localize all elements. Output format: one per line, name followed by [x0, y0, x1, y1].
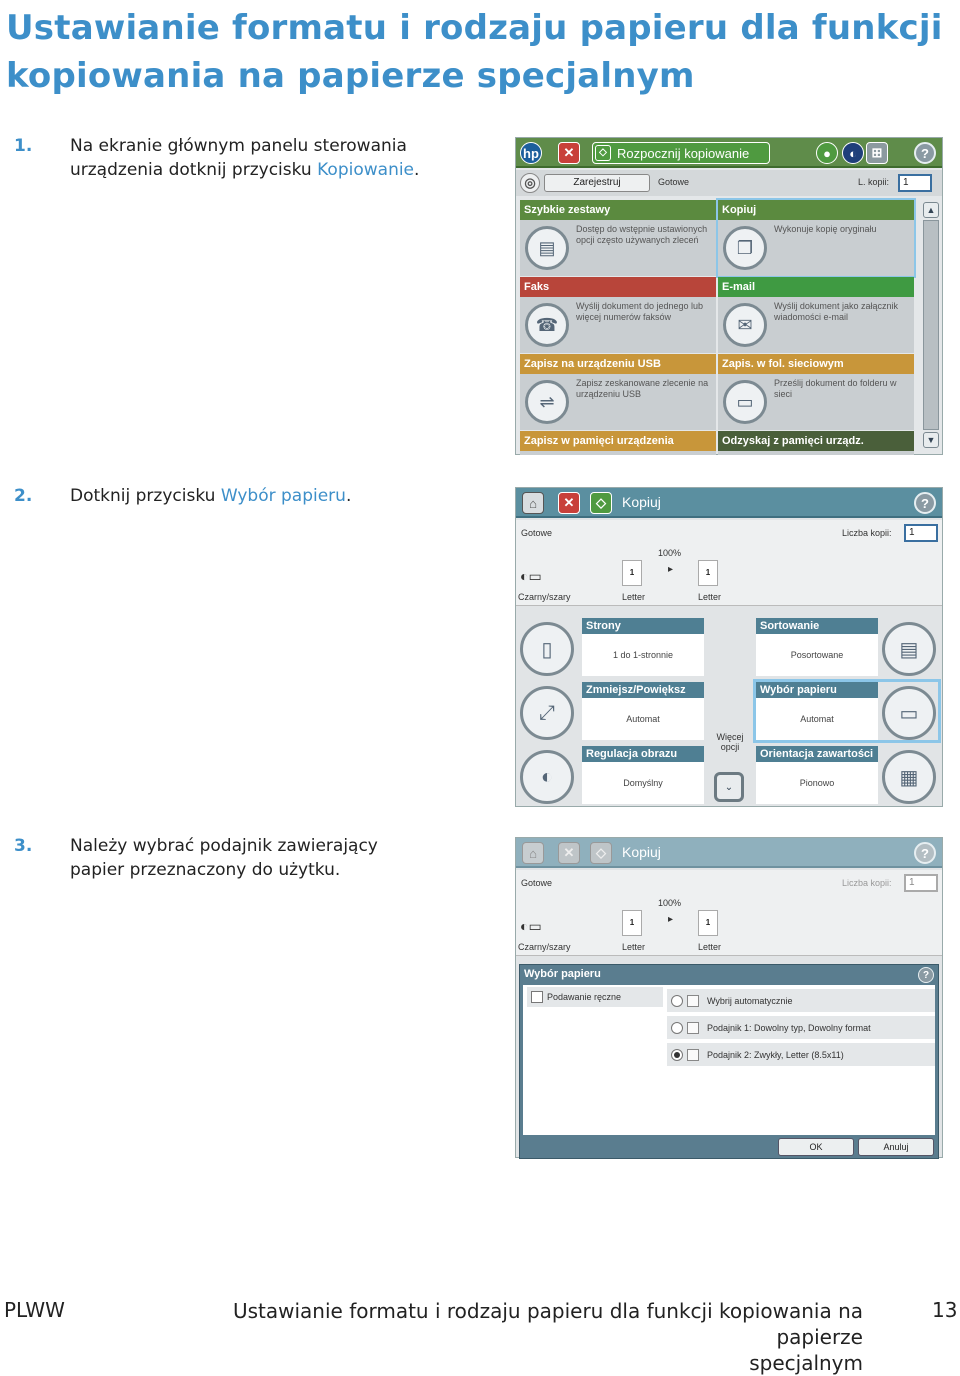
option-head: Wybór papieru	[756, 682, 878, 698]
network-icon[interactable]: ●	[816, 142, 838, 164]
copies-label: Liczba kopii:	[842, 878, 892, 888]
scroll-down-icon[interactable]: ▼	[923, 432, 939, 448]
status-text: Gotowe	[521, 528, 553, 538]
paper-out-text: Letter	[698, 592, 722, 602]
image-adjust-icon: ◐	[520, 750, 574, 804]
start-icon: ◇	[595, 145, 611, 161]
paper-icon	[687, 1049, 699, 1061]
paper-select-dialog	[519, 964, 939, 1159]
quick-sets-icon: ▤	[525, 226, 569, 270]
tile-copy[interactable]	[718, 200, 914, 276]
tile-email[interactable]	[718, 277, 914, 353]
start-icon[interactable]: ◇	[590, 492, 612, 514]
arrow-icon: ▸	[668, 564, 674, 575]
step-text: Należy wybrać podajnik zawierający papier przeznaczony do użytku.	[70, 836, 378, 880]
copy-status	[516, 870, 942, 956]
tile-desc: Dostęp do wstępnie ustawionych opcji często używanych zleceń	[576, 224, 708, 245]
tile-head: Zapisz w pamięci urządzenia	[520, 431, 716, 451]
stop-icon: ✕	[558, 842, 580, 864]
row-label: Podajnik 1: Dowolny typ, Dowolny format	[707, 1023, 871, 1033]
tile-desc: Prześlij dokument do folderu w sieci	[774, 378, 897, 399]
copies-field: 1	[904, 874, 938, 892]
paper-in-text: Letter	[622, 592, 646, 602]
help-icon[interactable]: ?	[914, 142, 936, 164]
status-text: Gotowe	[658, 177, 690, 187]
tile-quick-sets[interactable]	[520, 200, 716, 276]
tile-desc: Wyślij dokument jako załącznik wiadomości e-mail	[774, 301, 898, 322]
color-mode-text: Czarny/szary	[518, 942, 571, 952]
sign-in-icon[interactable]: ◎	[520, 173, 540, 193]
more-options-chevron-down-icon[interactable]: ⌄	[714, 772, 744, 802]
step-number: 1.	[14, 136, 33, 156]
manual-feed-checkbox[interactable]	[527, 987, 663, 1007]
fax-icon: ☎	[525, 303, 569, 347]
usb-icon: ⇌	[525, 380, 569, 424]
tile-desc: Wykonuje kopię oryginału	[774, 224, 877, 234]
color-mode-text: Czarny/szary	[518, 592, 571, 602]
home-screen	[515, 137, 943, 455]
paper-in-text: Letter	[622, 942, 646, 952]
option-pages[interactable]	[520, 618, 704, 676]
sleep-icon[interactable]: ◐	[842, 142, 864, 164]
copy-status	[516, 520, 942, 606]
step-text-b: .	[345, 486, 352, 506]
option-value: Automat	[582, 698, 704, 740]
register-button[interactable]: Zarejestruj	[544, 174, 650, 192]
home-status-bar	[516, 170, 942, 196]
tile-head: E-mail	[718, 277, 914, 297]
screen-title: Kopiuj	[622, 844, 661, 860]
collate-icon: ▤	[882, 622, 936, 676]
step-text	[70, 484, 430, 508]
step-text-a: Na ekranie głównym panelu sterowania urządzenia dotknij przycisku	[70, 136, 407, 180]
resize-icon: ⤢	[520, 686, 574, 740]
zoom-text: 100%	[658, 548, 682, 558]
dialog-body	[523, 985, 935, 1135]
copy-topbar	[516, 488, 942, 518]
option-head: Zmniejsz/Powiększ	[582, 682, 704, 698]
radio-icon	[671, 995, 683, 1007]
home-topbar	[516, 138, 942, 168]
checkbox-icon	[531, 991, 543, 1003]
paper-select-icon: ▭	[882, 686, 936, 740]
step-number: 3.	[14, 836, 33, 856]
step-text-a: Dotknij przycisku	[70, 486, 221, 506]
screen-title: Kopiuj	[622, 494, 661, 510]
paper-out-icon: 1	[698, 910, 718, 936]
option-orientation[interactable]	[756, 746, 938, 804]
cancel-button[interactable]: Anuluj	[858, 1138, 934, 1156]
step-text-b: .	[414, 160, 420, 180]
step-text	[70, 134, 430, 182]
footer-center-line-2: specjalnym	[749, 1351, 863, 1375]
footer-left: PLWW	[4, 1298, 65, 1322]
radio-icon	[671, 1022, 683, 1034]
copy-screen	[515, 487, 943, 807]
paper-in-icon: 1	[622, 910, 642, 936]
tile-head: Faks	[520, 277, 716, 297]
help-icon[interactable]: ?	[914, 492, 936, 514]
status-text: Gotowe	[521, 878, 553, 888]
copies-field[interactable]: 1	[898, 174, 932, 192]
dialog-help-icon[interactable]: ?	[918, 967, 934, 983]
tile-fax[interactable]	[520, 277, 716, 353]
scroll-up-icon[interactable]: ▲	[923, 202, 939, 218]
keyboard-icon[interactable]: ⊞	[866, 142, 888, 164]
network-folder-icon: ▭	[723, 380, 767, 424]
paper-icon	[687, 995, 699, 1007]
option-value: Automat	[756, 698, 878, 740]
radio-icon-selected	[671, 1049, 683, 1061]
arrow-icon: ▸	[668, 914, 674, 925]
tile-retrieve-device[interactable]	[718, 431, 914, 455]
ok-button[interactable]: OK	[778, 1138, 854, 1156]
option-image-adjust[interactable]	[520, 746, 704, 804]
orientation-icon: ▦	[882, 750, 936, 804]
help-icon: ?	[914, 842, 936, 864]
step-number: 2.	[14, 486, 33, 506]
more-options-label: Więcej opcji	[716, 732, 744, 752]
option-value: Posortowane	[756, 634, 878, 676]
dialog-title: Wybór papieru	[524, 968, 601, 980]
option-value: Pionowo	[756, 762, 878, 804]
paper-icon	[687, 1022, 699, 1034]
copy-icon: ❐	[723, 226, 767, 270]
paper-out-text: Letter	[698, 942, 722, 952]
option-value: Domyślny	[582, 762, 704, 804]
tray-row-auto[interactable]	[667, 989, 935, 1013]
option-head: Orientacja zawartości	[756, 746, 878, 762]
copies-label: Liczba kopii:	[842, 528, 892, 538]
tile-head: Kopiuj	[718, 200, 914, 220]
tile-usb[interactable]	[520, 354, 716, 430]
color-mode-icon: ◐▭	[520, 568, 542, 584]
row-label: Podajnik 2: Zwykły, Letter (8.5x11)	[707, 1050, 844, 1060]
page-title: Ustawianie formatu i rodzaju papieru dla funkcji kopiowania na papierze specjalnym	[6, 8, 943, 96]
tile-head: Odzyskaj z pamięci urządz.	[718, 431, 914, 451]
zoom-text: 100%	[658, 898, 682, 908]
color-mode-icon: ◐▭	[520, 918, 542, 934]
pages-icon: ▯	[520, 622, 574, 676]
scrollbar[interactable]	[923, 220, 939, 430]
start-icon: ◇	[590, 842, 612, 864]
tray-row-2[interactable]	[667, 1043, 935, 1067]
copies-label: L. kopii:	[858, 177, 890, 187]
home-icon[interactable]: ⌂	[522, 492, 544, 514]
row-label: Wybrij automatycznie	[707, 996, 793, 1006]
footer-center-line-1: Ustawianie formatu i rodzaju papieru dla funkcji kopiowania na papierze	[232, 1299, 863, 1349]
tray-row-1[interactable]	[667, 1016, 935, 1040]
tile-network-folder[interactable]	[718, 354, 914, 430]
tile-head: Zapis. w fol. sieciowym	[718, 354, 914, 374]
email-icon: ✉	[723, 303, 767, 347]
paper-select-screen	[515, 837, 943, 1158]
paper-in-icon: 1	[622, 560, 642, 586]
option-head: Sortowanie	[756, 618, 878, 634]
tile-desc: Zapisz zeskanowane zlecenie na urządzeniu USB	[576, 378, 709, 399]
stop-icon[interactable]: ✕	[558, 142, 580, 164]
option-collate[interactable]	[756, 618, 938, 676]
step-link: Kopiowanie	[317, 160, 415, 180]
page-number: 13	[932, 1298, 958, 1322]
copy-topbar-disabled	[516, 838, 942, 868]
step-link: Wybór papieru	[220, 486, 346, 506]
start-copy-label: Rozpocznij kopiowanie	[617, 145, 750, 161]
tile-head: Szybkie zestawy	[520, 200, 716, 220]
footer-center	[180, 1298, 863, 1376]
option-head: Regulacja obrazu	[582, 746, 704, 762]
paper-out-icon: 1	[698, 560, 718, 586]
option-head: Strony	[582, 618, 704, 634]
tile-desc: Wyślij dokument do jednego lub więcej numerów faksów	[576, 301, 703, 322]
copies-field[interactable]: 1	[904, 524, 938, 542]
option-value: 1 do 1-stronnie	[582, 634, 704, 676]
hp-logo-icon: hp	[520, 142, 542, 164]
manual-feed-label: Podawanie ręczne	[547, 992, 622, 1002]
tile-save-device[interactable]	[520, 431, 716, 455]
option-resize[interactable]	[520, 682, 704, 740]
stop-icon[interactable]: ✕	[558, 492, 580, 514]
start-copy-button[interactable]	[592, 142, 770, 164]
option-paper-select[interactable]	[756, 682, 938, 740]
tile-head: Zapisz na urządzeniu USB	[520, 354, 716, 374]
home-icon: ⌂	[522, 842, 544, 864]
